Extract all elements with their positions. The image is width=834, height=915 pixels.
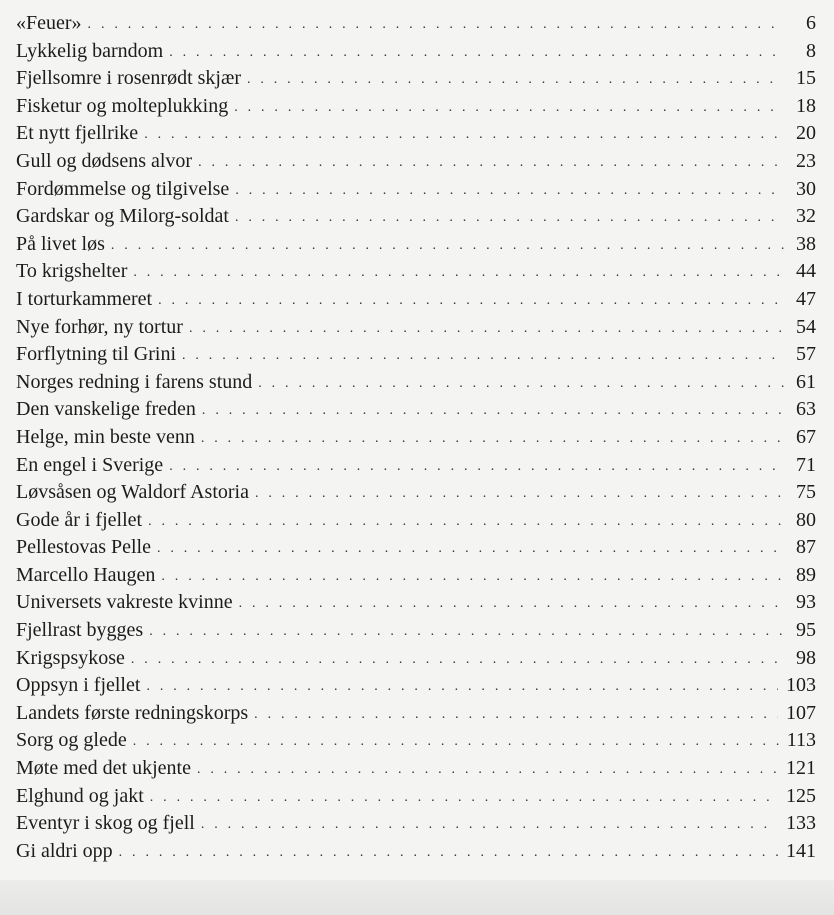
entry-page-number: 23 [796, 149, 816, 172]
entry-title: I torturkammeret [16, 287, 153, 310]
entry-title: Den vanskelige freden [16, 398, 196, 421]
entry-page-number: 141 [786, 839, 816, 862]
toc-entry [16, 231, 816, 259]
entry-page-number: 15 [796, 67, 816, 90]
dot-leader [146, 673, 778, 701]
toc-entry [16, 396, 816, 424]
entry-page-number: 20 [796, 122, 816, 145]
entry-title: Fisketur og molteplukking [16, 94, 229, 117]
dot-leader [258, 370, 784, 398]
entry-page-number: 87 [796, 536, 816, 559]
entry-title: Løvsåsen og Waldorf Astoria [16, 481, 249, 504]
toc-entry [16, 617, 816, 645]
dot-leader [239, 590, 784, 618]
dot-leader [169, 39, 784, 67]
entry-page-number: 30 [796, 177, 816, 200]
entry-page-number: 54 [796, 315, 816, 338]
toc-entry [16, 589, 816, 617]
entry-page-number: 38 [796, 232, 816, 255]
entry-title: Universets vakreste kvinne [16, 591, 233, 614]
toc-entry [16, 424, 816, 452]
toc-entry [16, 341, 816, 369]
dot-leader [197, 756, 778, 784]
dot-leader [247, 66, 784, 94]
entry-page-number: 121 [786, 757, 816, 780]
toc-entry [16, 645, 816, 673]
entry-page-number: 8 [806, 39, 816, 62]
entry-title: På livet løs [16, 232, 105, 255]
entry-title: Norges redning i farens stund [16, 370, 253, 393]
dot-leader [157, 535, 784, 563]
table-of-contents [16, 10, 816, 865]
entry-page-number: 80 [796, 508, 816, 531]
dot-leader [149, 618, 784, 646]
toc-entry [16, 38, 816, 66]
entry-page-number: 75 [796, 481, 816, 504]
toc-entry [16, 810, 816, 838]
dot-leader [161, 563, 784, 591]
toc-entry [16, 783, 816, 811]
entry-title: Gull og dødsens alvor [16, 149, 193, 172]
entry-title: Møte med det ukjente [16, 757, 191, 780]
dot-leader [201, 811, 778, 839]
dot-leader [158, 287, 784, 315]
entry-page-number: 63 [796, 398, 816, 421]
entry-title: Gi aldri opp [16, 839, 113, 862]
dot-leader [133, 728, 779, 756]
entry-page-number: 133 [786, 812, 816, 835]
dot-leader [150, 784, 778, 812]
entry-title: Landets første redningskorps [16, 701, 249, 724]
toc-entry [16, 203, 816, 231]
entry-page-number: 98 [796, 646, 816, 669]
entry-title: Elghund og jakt [16, 784, 144, 807]
entry-page-number: 93 [796, 591, 816, 614]
dot-leader [198, 149, 784, 177]
entry-title: Fjellsomre i rosenrødt skjær [16, 67, 241, 90]
toc-entry [16, 258, 816, 286]
toc-entry [16, 452, 816, 480]
entry-title: Lykkelig barndom [16, 39, 164, 62]
dot-leader [111, 232, 784, 260]
toc-entry [16, 93, 816, 121]
dot-leader [189, 315, 784, 343]
dot-leader [255, 480, 784, 508]
dot-leader [235, 177, 784, 205]
entry-page-number: 125 [786, 784, 816, 807]
dot-leader [202, 397, 784, 425]
entry-page-number: 103 [786, 674, 816, 697]
toc-entry [16, 10, 816, 38]
entry-title: Fjellrast bygges [16, 619, 144, 642]
dot-leader [201, 425, 784, 453]
entry-title: Et nytt fjellrike [16, 122, 139, 145]
entry-page-number: 57 [796, 343, 816, 366]
dot-leader [254, 701, 778, 729]
toc-entry [16, 176, 816, 204]
toc-entry [16, 65, 816, 93]
dot-leader [235, 204, 784, 232]
entry-title: Forflytning til Grini [16, 343, 176, 366]
entry-page-number: 67 [796, 425, 816, 448]
dot-leader [148, 508, 784, 536]
toc-entry [16, 479, 816, 507]
dot-leader [88, 11, 784, 39]
entry-title: Helge, min beste venn [16, 425, 195, 448]
dot-leader [131, 646, 784, 674]
entry-title: Gode år i fjellet [16, 508, 143, 531]
toc-entry [16, 838, 816, 866]
dot-leader [144, 121, 784, 149]
entry-title: To krigshelter [16, 260, 128, 283]
entry-title: Oppsyn i fjellet [16, 674, 141, 697]
entry-title: Nye forhør, ny tortur [16, 315, 183, 338]
entry-page-number: 44 [796, 260, 816, 283]
toc-entry [16, 672, 816, 700]
dot-leader [119, 839, 778, 867]
toc-entry [16, 755, 816, 783]
toc-entry [16, 534, 816, 562]
toc-entry [16, 562, 816, 590]
entry-title: «Feuer» [16, 12, 82, 34]
toc-entry [16, 727, 816, 755]
entry-page-number: 107 [786, 701, 816, 724]
toc-entry [16, 286, 816, 314]
toc-entry [16, 148, 816, 176]
entry-title: Krigspsykose [16, 646, 125, 669]
entry-title: Gardskar og Milorg-soldat [16, 205, 229, 228]
entry-page-number: 71 [796, 453, 816, 476]
entry-page-number: 113 [786, 729, 816, 752]
entry-title: Fordømmelse og tilgivelse [16, 177, 230, 200]
entry-page-number: 61 [796, 370, 816, 393]
entry-page-number: 89 [796, 563, 816, 586]
dot-leader [169, 453, 784, 481]
entry-title: Sorg og glede [16, 729, 127, 752]
entry-page-number: 18 [796, 94, 816, 117]
toc-entry [16, 700, 816, 728]
entry-title: Marcello Haugen [16, 563, 156, 586]
entry-page-number: 6 [806, 12, 816, 34]
toc-entry [16, 369, 816, 397]
entry-title: Pellestovas Pelle [16, 536, 151, 559]
entry-title: En engel i Sverige [16, 453, 164, 476]
entry-page-number: 47 [796, 287, 816, 310]
dot-leader [182, 342, 784, 370]
entry-title: Eventyr i skog og fjell [16, 812, 195, 835]
toc-entry [16, 507, 816, 535]
entry-page-number: 95 [796, 619, 816, 642]
dot-leader [234, 94, 784, 122]
dot-leader [133, 259, 784, 287]
toc-entry [16, 314, 816, 342]
page-bottom-edge [0, 880, 834, 915]
toc-entry [16, 120, 816, 148]
entry-page-number: 32 [796, 205, 816, 228]
